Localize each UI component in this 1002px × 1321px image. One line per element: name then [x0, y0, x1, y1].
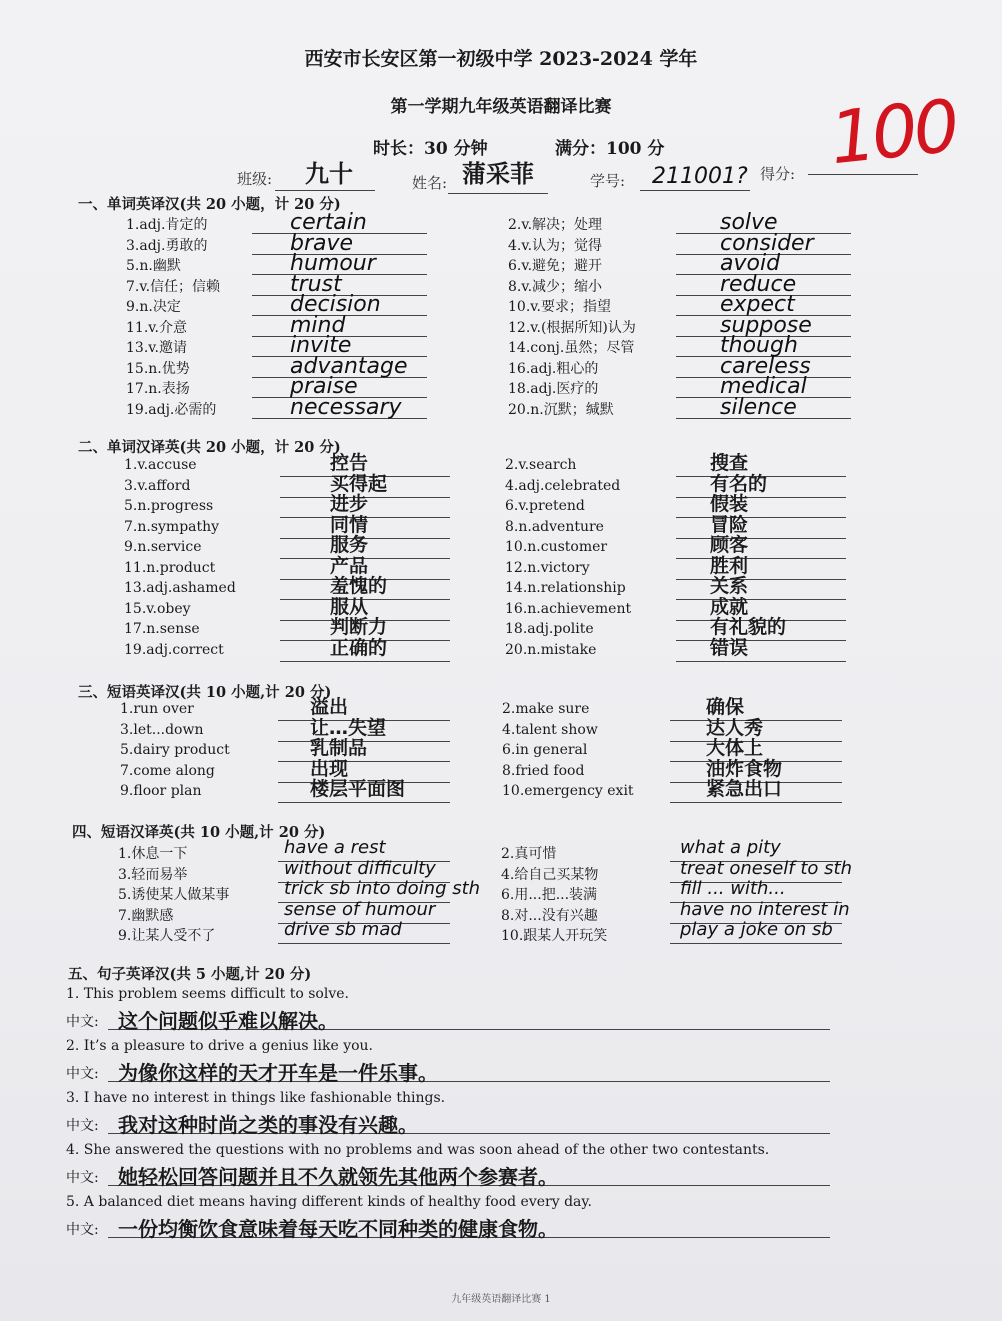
section1-question: 3.adj.勇敢的 [126, 237, 208, 254]
section3-answer: 楼层平面图 [310, 778, 406, 800]
section3-answer: 溢出 [310, 696, 349, 718]
section5-question: 1. This problem seems difficult to solve. [66, 986, 349, 1002]
section3-answer: 大体上 [706, 737, 764, 759]
section3-question: 6.in general [502, 742, 588, 758]
section2-question: 2.v.search [505, 457, 577, 473]
section1-answer: suppose [720, 312, 812, 338]
section1-question: 10.v.要求；指望 [508, 299, 611, 315]
section2-answer: 服务 [330, 534, 369, 556]
section1-question: 1.adj.肯定的 [126, 217, 208, 233]
section3-question: 1.run over [120, 701, 194, 717]
section4-answer: trick sb into doing sth [284, 878, 481, 899]
section3-question: 2.make sure [502, 701, 590, 717]
section1-answer: advantage [290, 353, 408, 379]
section2-answer: 进步 [330, 493, 369, 515]
section2-question: 17.n.sense [124, 621, 200, 637]
section1-answer: though [720, 333, 798, 358]
section5-question: 4. She answered the questions with no problems and was soon ahead of the other two contestants. [66, 1142, 770, 1158]
section2-answer: 错误 [710, 636, 749, 659]
section3-answer: 达人秀 [706, 716, 764, 739]
section3-question: 4.talent show [502, 721, 598, 738]
section3-answer: 确保 [706, 696, 745, 718]
section1-question: 14.conj.虽然；尽管 [508, 340, 635, 356]
section2-question: 3.v.afford [124, 477, 191, 494]
section1-answer: invite [290, 333, 352, 358]
section5-title: 五、句子英译汉(共 5 小题,计 20 分) [68, 966, 312, 983]
section1-answer: solve [720, 210, 778, 235]
section2-title: 二、单词汉译英(共 20 小题，计 20 分) [78, 439, 341, 456]
full-score: 满分：100 分 [555, 139, 665, 159]
section5-zh-label: 中文: [66, 1222, 99, 1238]
section4-question: 6.用...把...装满 [501, 887, 598, 903]
section4-answer: sense of humour [284, 898, 436, 920]
section2-question: 16.n.achievement [505, 600, 632, 617]
section2-question: 7.n.sympathy [124, 518, 220, 535]
section5-answer: 我对这种时尚之类的事没有兴趣。 [118, 1113, 418, 1137]
section4-question: 10.跟某人开玩笑 [501, 928, 608, 944]
section2-answer-line [676, 538, 846, 539]
section2-answer: 产品 [330, 554, 369, 577]
name-value: 蒲采菲 [462, 160, 534, 188]
section2-question: 5.n.progress [124, 498, 214, 514]
section2-question: 20.n.mistake [505, 641, 597, 658]
section5-question: 5. A balanced diet means having different kinds of healthy food every day. [66, 1194, 592, 1210]
section5-answer: 她轻松回答问题并且不久就领先其他两个参赛者。 [118, 1165, 558, 1189]
section1-question: 13.v.邀请 [126, 340, 187, 356]
section5-answer: 一份均衡饮食意味着每天吃不同种类的健康食物。 [118, 1217, 558, 1241]
section1-answer: decision [290, 292, 381, 317]
section1-question: 16.adj.粗心的 [508, 360, 599, 377]
section1-answer: careless [720, 353, 811, 379]
section4-answer: without difficulty [284, 857, 436, 879]
section2-question: 1.v.accuse [124, 457, 197, 473]
id-label: 学号: [590, 172, 626, 190]
section5-answer: 为像你这样的天才开车是一件乐事。 [118, 1061, 438, 1085]
section4-question: 7.幽默感 [118, 907, 174, 924]
section4-question: 1.休息一下 [118, 846, 188, 862]
section2-question: 6.v.pretend [505, 498, 585, 514]
section2-question: 13.adj.ashamed [124, 580, 236, 596]
section4-answer: drive sb mad [284, 919, 402, 940]
section4-answer: have no interest in [680, 898, 850, 920]
section2-question: 14.n.relationship [505, 580, 626, 596]
section2-answer-line [280, 661, 450, 662]
section1-answer: trust [290, 271, 342, 297]
section2-answer: 判断力 [330, 616, 388, 638]
section2-answer-line [676, 558, 846, 559]
name-line [448, 193, 548, 194]
section1-answer: certain [290, 210, 367, 235]
section1-answer: avoid [720, 251, 781, 276]
section2-answer: 顾客 [710, 534, 749, 556]
section4-answer: play a joke on sb [680, 919, 833, 940]
class-label: 班级: [237, 170, 273, 188]
section2-question: 18.adj.polite [505, 621, 594, 637]
section2-answer: 正确的 [330, 636, 388, 659]
section1-question: 8.v.减少；缩小 [508, 278, 603, 295]
section2-answer: 有礼貌的 [710, 616, 787, 638]
section3-answer: 紧急出口 [706, 778, 783, 800]
section2-answer: 成就 [710, 595, 749, 618]
section1-answer: expect [720, 292, 795, 317]
section2-answer: 假装 [710, 493, 749, 515]
section4-answer: have a rest [284, 837, 386, 858]
section1-question: 12.v.(根据所知)认为 [508, 319, 636, 336]
section1-question: 15.n.优势 [126, 360, 190, 377]
section1-answer: silence [720, 394, 797, 420]
section1-answer: humour [290, 251, 376, 276]
section4-answer: fill ... with... [680, 878, 786, 899]
section1-question: 2.v.解决；处理 [508, 217, 603, 233]
section1-question: 19.adj.必需的 [126, 401, 217, 418]
section2-question: 15.v.obey [124, 600, 191, 617]
section2-question: 4.adj.celebrated [505, 477, 621, 494]
section2-question: 12.n.victory [505, 559, 590, 576]
section1-question: 5.n.幽默 [126, 258, 181, 274]
section1-question: 6.v.避免；避开 [508, 258, 603, 274]
section3-answer-line [278, 761, 450, 762]
section4-question: 2.真可惜 [501, 846, 557, 862]
section5-question: 2. It’s a pleasure to drive a genius like you. [66, 1038, 373, 1054]
section3-question: 3.let...down [120, 721, 204, 738]
section2-answer-line [676, 517, 846, 518]
section1-answer: reduce [720, 271, 797, 297]
exam-subtitle: 第一学期九年级英语翻译比赛 [390, 97, 612, 117]
section1-answer: consider [720, 230, 814, 256]
section4-answer-line [278, 943, 450, 944]
section4-question: 9.让某人受不了 [118, 928, 216, 944]
section2-question: 8.n.adventure [505, 518, 604, 535]
section2-question: 19.adj.correct [124, 641, 224, 658]
section2-answer: 有名的 [710, 472, 768, 495]
section5-question: 3. I have no interest in things like fashionable things. [66, 1090, 446, 1106]
class-line [275, 190, 375, 191]
section1-title: 一、单词英译汉(共 20 小题，计 20 分) [78, 196, 341, 213]
section4-question: 3.轻而易举 [118, 866, 188, 883]
section1-answer: necessary [290, 394, 402, 420]
section2-answer-line [676, 497, 846, 498]
score-label: 得分: [760, 165, 796, 183]
section3-question: 10.emergency exit [502, 783, 634, 799]
section2-answer: 搜查 [710, 452, 749, 474]
section2-question: 11.n.product [124, 559, 216, 576]
section3-question: 9.floor plan [120, 783, 202, 799]
section2-question: 9.n.service [124, 539, 202, 555]
section2-answer: 控告 [330, 452, 369, 474]
section1-question: 7.v.信任；信赖 [126, 278, 221, 295]
section5-answer: 这个问题似乎难以解决。 [118, 1009, 338, 1033]
section4-answer: what a pity [680, 837, 781, 858]
section3-answer: 乳制品 [310, 737, 368, 759]
section2-answer-line [676, 661, 846, 662]
section4-question: 8.对...没有兴趣 [501, 907, 598, 924]
section3-question: 8.fried food [502, 762, 585, 779]
name-label: 姓名: [412, 174, 448, 192]
section1-answer: mind [290, 312, 346, 338]
section2-answer-line [676, 640, 846, 641]
section2-answer: 同情 [330, 513, 369, 536]
section4-question: 4.给自己买某物 [501, 866, 599, 883]
section3-question: 5.dairy product [120, 742, 230, 758]
section4-title: 四、短语汉译英(共 10 小题,计 20 分) [72, 824, 326, 841]
section5-zh-label: 中文: [66, 1014, 99, 1030]
section1-question: 9.n.决定 [126, 299, 181, 315]
section5-zh-label: 中文: [66, 1170, 99, 1186]
section1-question: 11.v.介意 [126, 319, 187, 336]
section1-answer: brave [290, 230, 354, 256]
class-value: 九十 [305, 160, 353, 188]
section3-answer: 出现 [310, 757, 349, 780]
section3-answer: 让…失望 [310, 716, 387, 739]
page-footer: 九年级英语翻译比赛 1 [451, 1294, 551, 1305]
section1-question: 4.v.认为；觉得 [508, 237, 603, 254]
exam-title: 西安市长安区第一初级中学 2023-2024 学年 [304, 48, 698, 70]
duration: 时长：30 分钟 [373, 139, 488, 159]
section2-answer: 羞愧的 [330, 575, 388, 597]
section2-answer: 服从 [330, 595, 369, 618]
section1-answer: praise [290, 374, 358, 399]
section3-title: 三、短语英译汉(共 10 小题,计 20 分) [78, 684, 332, 701]
section3-question: 7.come along [120, 762, 215, 779]
score-value: 100 [825, 83, 960, 181]
section2-answer-line [676, 599, 846, 600]
section2-answer: 冒险 [710, 513, 749, 536]
id-value: 211001? [652, 164, 748, 189]
id-line [640, 190, 750, 191]
section2-answer: 关系 [710, 575, 749, 597]
section3-answer-line [278, 802, 450, 803]
section1-question: 20.n.沉默；缄默 [508, 401, 614, 418]
section3-answer: 油炸食物 [706, 757, 783, 780]
section2-question: 10.n.customer [505, 539, 608, 555]
section4-answer-line [670, 943, 842, 944]
section1-question: 17.n.表扬 [126, 381, 190, 397]
section2-answer-line [676, 579, 846, 580]
section3-answer-line [670, 802, 842, 803]
section2-answer: 胜利 [710, 554, 749, 577]
section1-answer: medical [720, 374, 807, 399]
section5-zh-label: 中文: [66, 1066, 99, 1082]
section4-answer: treat oneself to sth [680, 857, 852, 879]
section4-question: 5.诱使某人做某事 [118, 887, 230, 903]
section5-zh-label: 中文: [66, 1118, 99, 1134]
section1-question: 18.adj.医疗的 [508, 381, 599, 397]
section2-answer: 买得起 [330, 472, 388, 495]
